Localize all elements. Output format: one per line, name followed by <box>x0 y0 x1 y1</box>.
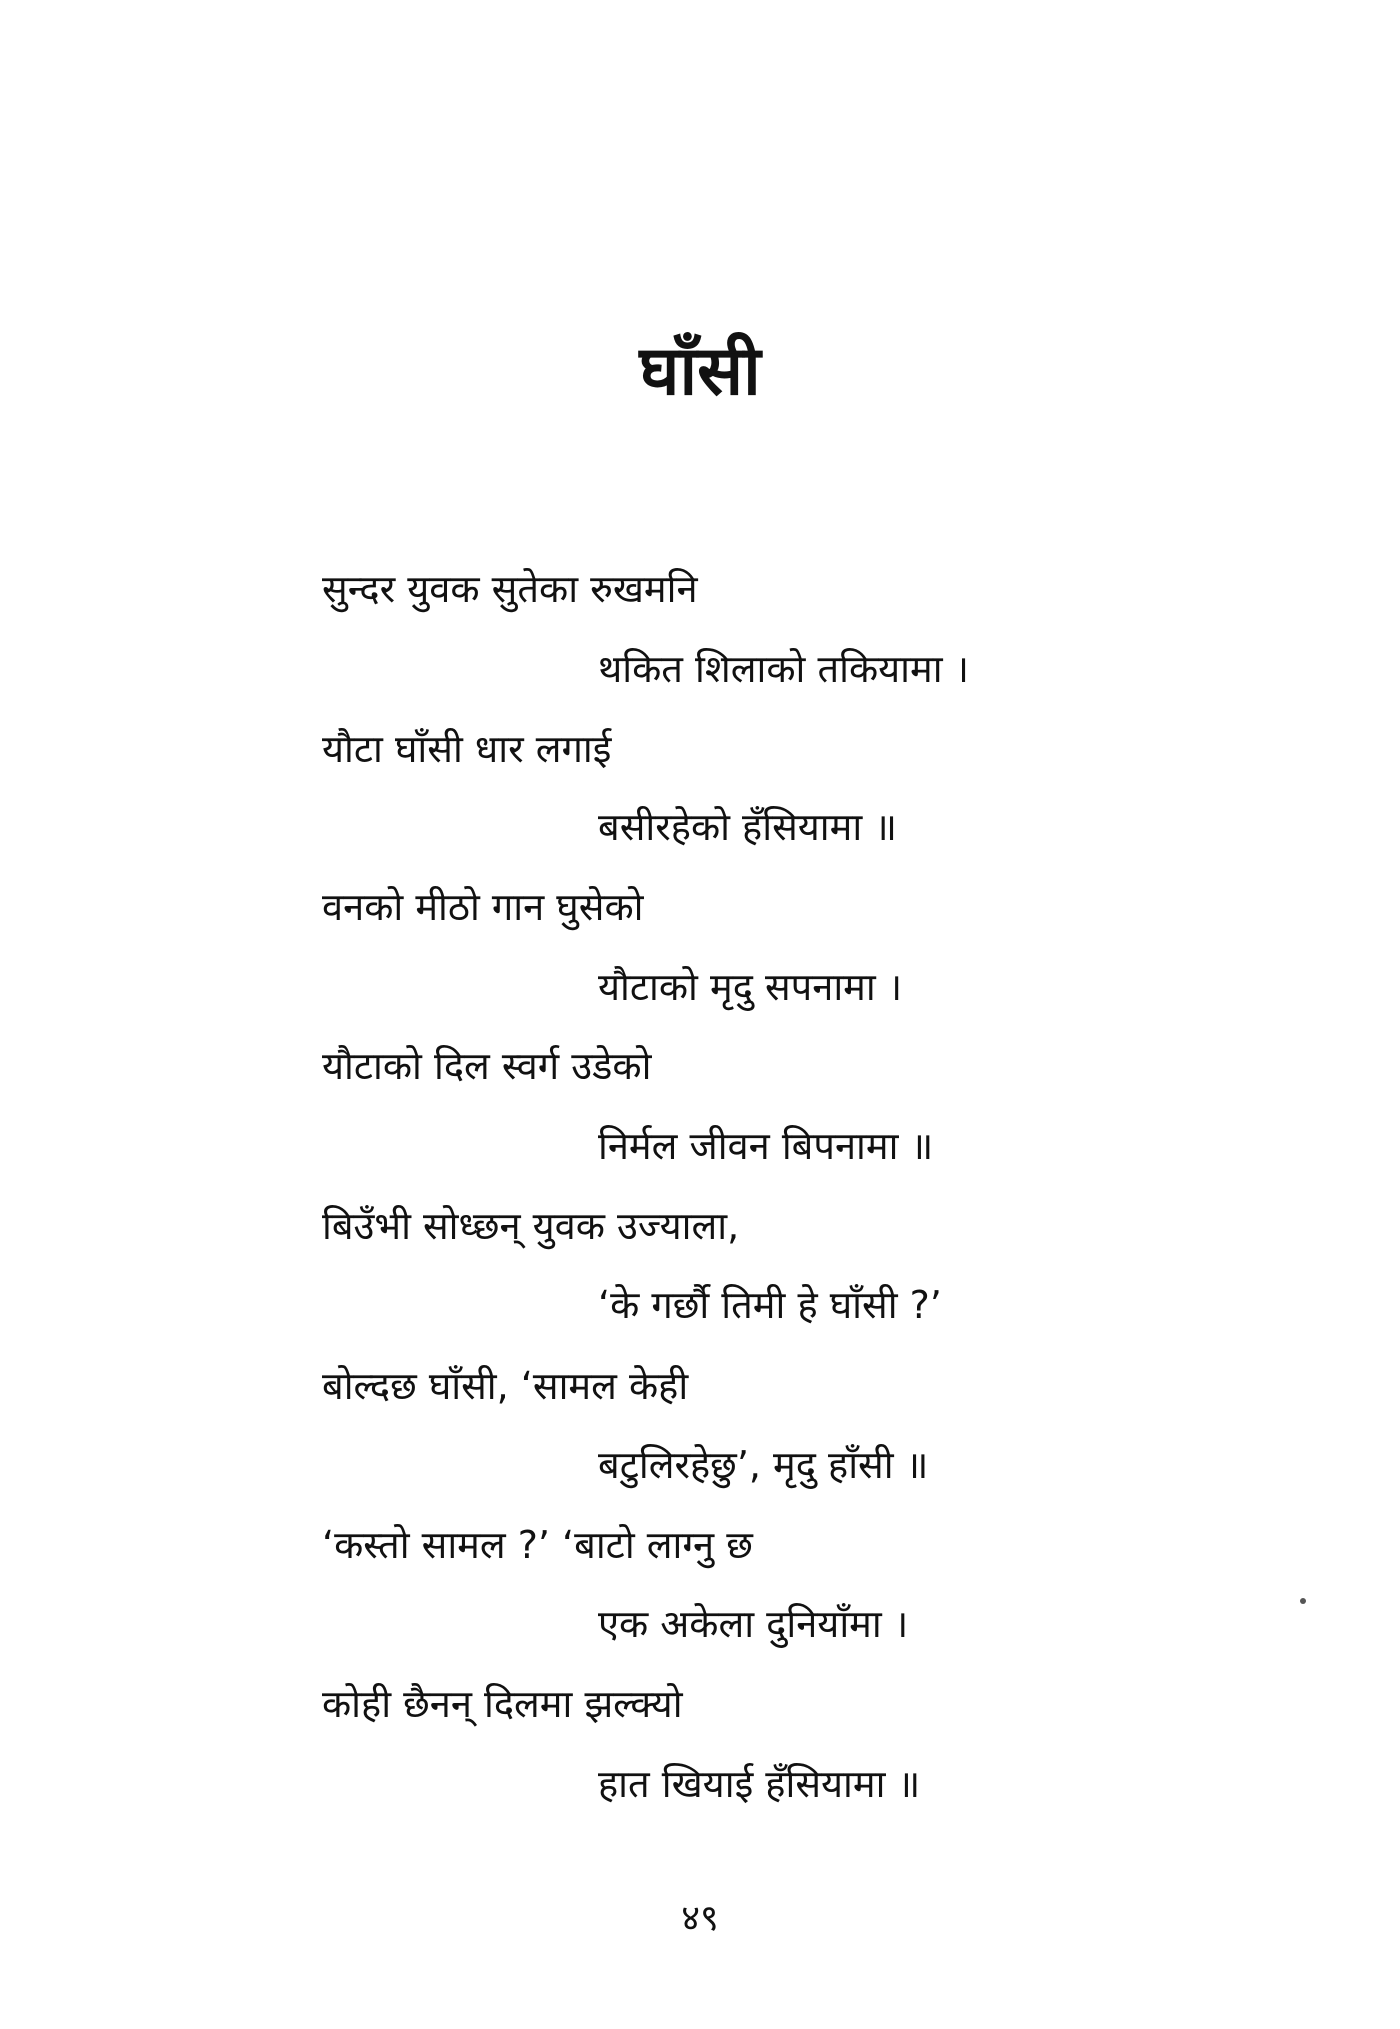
poem-title: घाँसी <box>639 332 761 411</box>
poem-line: यौटाको दिल स्वर्ग उडेको <box>322 1044 652 1088</box>
poem-line: वनको मीठो गान घुसेको <box>322 885 644 929</box>
poem-line: एक अकेला दुनियाँमा । <box>598 1602 909 1646</box>
poem-line: बटुलिरहेछु’, मृदु हाँसी ॥ <box>598 1443 929 1487</box>
poem-line: सुन्दर युवक सुतेका रुखमनि <box>322 567 698 611</box>
poem-line: कोही छैनन् दिलमा झल्क्यो <box>322 1682 683 1726</box>
poem-line: निर्मल जीवन बिपनामा ॥ <box>598 1124 934 1168</box>
poem-line: ‘कस्तो सामल ?’ ‘बाटो लाग्नु छ <box>322 1523 753 1567</box>
poem-line: यौटाको मृदु सपनामा । <box>598 965 903 1009</box>
poem-line: बसीरहेको हँसियामा ॥ <box>598 805 898 849</box>
poem-line: हात खियाई हँसियामा ॥ <box>598 1762 921 1806</box>
ink-speck <box>1300 1598 1306 1604</box>
poem-line: बोल्दछ घाँसी, ‘सामल केही <box>322 1364 689 1408</box>
poem-line: थकित शिलाको तकियामा । <box>598 647 970 691</box>
poem-line: बिउँभी सोध्छन् युवक उज्याला, <box>322 1204 740 1248</box>
poem-line: यौटा घाँसी धार लगाई <box>322 727 612 771</box>
poem-line: ‘के गर्छौ तिमी हे घाँसी ?’ <box>598 1283 942 1327</box>
page-number: ४९ <box>681 1898 719 1939</box>
